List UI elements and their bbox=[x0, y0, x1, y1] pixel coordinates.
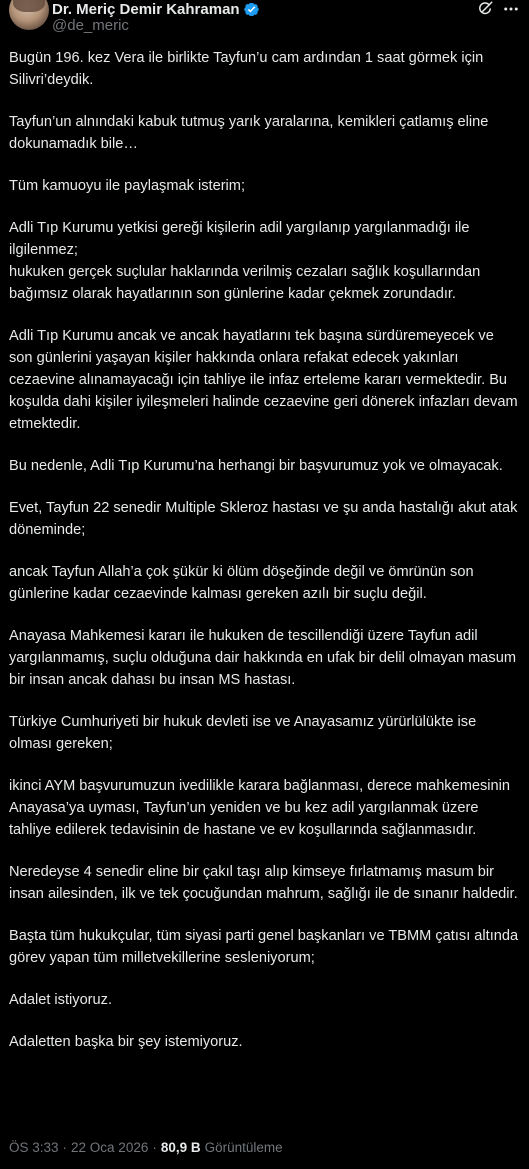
tweet-paragraph: Başta tüm hukukçular, tüm siyasi parti genel başkanları ve TBMM çatısı altında görev yapan tüm milletvekillerine sesleniyorum; bbox=[9, 928, 519, 966]
tweet-paragraph: Adli Tıp Kurumu yetkisi gereği kişilerin adil yargılanıp yargılanmadığı ile ilgilenmez; hukuken gerçek suçlular haklarında verilmiş cezaları sağlık koşullarından bağımsız olarak hayatlarının son günlerine kadar çekmek zorundadır. bbox=[9, 220, 481, 302]
grok-icon[interactable] bbox=[476, 0, 494, 18]
tweet-paragraph: Adaletten başka bir şey istemiyoruz. bbox=[9, 1034, 243, 1050]
tweet-paragraph: Tüm kamuoyu ile paylaşmak isterim; bbox=[9, 178, 246, 194]
tweet-paragraph: Bu nedenle, Adli Tıp Kurumu’na herhangi bir başvurumuz yok ve olmayacak. bbox=[9, 458, 503, 474]
tweet-text bbox=[9, 47, 521, 1073]
author-name-row bbox=[52, 0, 260, 18]
avatar[interactable] bbox=[9, 0, 49, 30]
views-label: Görüntüleme bbox=[204, 1140, 283, 1155]
tweet-time[interactable]: ÖS 3:33 bbox=[9, 1140, 59, 1155]
tweet-paragraph: Tayfun’un alnındaki kabuk tutmuş yarık yaralarına, kemikleri çatlamış eline dokunamadık bile… bbox=[9, 114, 489, 152]
tweet-paragraph: Bugün 196. kez Vera ile birlikte Tayfun’u cam ardından 1 saat görmek için Silivri’deydik. bbox=[9, 50, 484, 88]
separator-dot: · bbox=[62, 1140, 68, 1155]
tweet-paragraph: Anayasa Mahkemesi kararı ile hukuken de tescillendiği üzere Tayfun adil yargılanmamış, suçlu olduğuna dair hakkında en ufak bir delil olmayan masum bir insan ancak dahası bu insan MS hastası. bbox=[9, 628, 516, 688]
tweet-paragraph: Evet, Tayfun 22 senedir Multiple Skleroz hastası ve şu anda hastalığı akut atak döneminde; bbox=[9, 500, 518, 538]
avatar-hair bbox=[13, 0, 45, 12]
author-display-name[interactable]: Dr. Meriç Demir Kahraman bbox=[52, 0, 240, 18]
tweet-paragraph: Neredeyse 4 senedir eline bir çakıl taşı alıp kimseye fırlatmamış masum bir insan ailesinden, ilk ve tek çocuğundan mahrum, sağlığı ile de sınanır haldedir. bbox=[9, 864, 518, 902]
views-count[interactable]: 80,9 B bbox=[160, 1140, 201, 1155]
tweet-paragraph: ancak Tayfun Allah’a çok şükür ki ölüm döşeğinde değil ve ömrünün son günlerine kadar cezaevinde kalması gereken azılı bir suçlu değil. bbox=[9, 564, 474, 602]
tweet-metadata bbox=[9, 1140, 283, 1155]
verified-badge-icon bbox=[243, 1, 260, 18]
more-icon[interactable] bbox=[501, 0, 521, 18]
tweet-paragraph: Adli Tıp Kurumu ancak ve ancak hayatlarını tek başına sürdüremeyecek ve son günlerini yaşayan kişiler hakkında onlara refakat edecek yakınları cezaevine alınamayacağı için tahliye ile infaz erteleme kararı vermektedir. Bu koşulda dahi kişiler iyileşmeleri halinde cezaevine geri dönerek infazları devam etmektedir. bbox=[9, 328, 518, 432]
separator-dot: · bbox=[152, 1140, 157, 1155]
author-handle[interactable]: @de_meric bbox=[52, 17, 129, 34]
tweet-date[interactable]: 22 Oca 2026 bbox=[71, 1140, 149, 1155]
tweet-paragraph: Türkiye Cumhuriyeti bir hukuk devleti ise ve Anayasamız yürürlülükte ise olması gereken; bbox=[9, 714, 477, 752]
tweet-header bbox=[0, 0, 529, 40]
tweet-paragraph: Adalet istiyoruz. bbox=[9, 992, 113, 1008]
tweet-paragraph: ikinci AYM başvurumuzun ivedilikle karara bağlanması, derece mahkemesinin Anayasa’ya uyması, Tayfun’un yeniden ve bu kez adil yargılanmak üzere tahliye edilerek tedavisinin de hastane ve ev koşullarında sağlanmasıdır. bbox=[9, 778, 511, 838]
